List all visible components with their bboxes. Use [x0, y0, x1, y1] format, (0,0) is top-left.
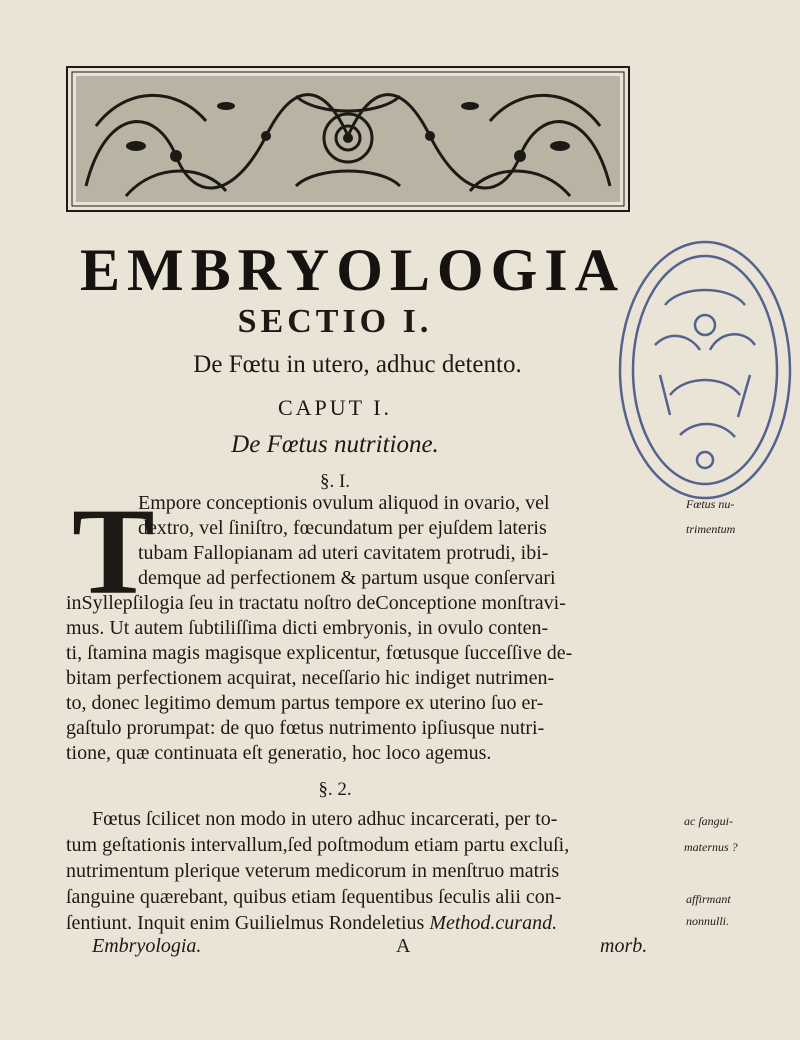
catchword-right: morb. [600, 935, 648, 957]
section-subtitle: De Fœtu in utero, adhuc detento. [193, 351, 522, 378]
margin-note: nonnulli. [686, 914, 730, 928]
text-line: ſanguine quærebant, quibus etiam ſequentibus ſeculis alii con- [66, 886, 562, 908]
book-title: EMBRYOLOGIA [80, 237, 625, 303]
text-line: gaſtulo prorumpat: de quo fœtus nutrimento ipſiusque nutri- [66, 717, 545, 739]
text-line-content: ſentiunt. Inquit enim Guilielmus Rondeletius [66, 912, 425, 934]
text-line: to, donec legitimo demum partus tempore ex uterino ſuo er- [66, 692, 544, 714]
drop-cap: T [72, 483, 155, 620]
text-line: tum geſtationis intervallum,ſed poſtmodum etiam partu excluſi, [66, 834, 570, 856]
text-line: nutrimentum plerique veterum medicorum in menſtruo matris [66, 860, 560, 882]
section-mark-1: §. I. [319, 471, 351, 492]
text-line: tione, quæ continuata eſt generatio, hoc loco agemus. [66, 742, 492, 764]
text-line: inSyllepſilogia ſeu in tractatu noſtro deConceptione monſtravi- [66, 592, 566, 614]
text-line: tubam Fallopianam ad uteri cavitatem protrudi, ibi- [138, 542, 549, 564]
section-mark-2: §. 2. [318, 779, 352, 800]
text-line: dextro, vel ſiniſtro, fœcundatum per ejuſdem lateris [138, 517, 547, 539]
citation: Method.curand. [429, 912, 558, 934]
text-line: ti, ſtamina magis magisque explicentur, fœtusque ſucceſſive de- [66, 642, 573, 664]
text-line: Empore conceptionis ovulum aliquod in ovario, vel [138, 492, 550, 514]
margin-note: maternus ? [684, 840, 738, 854]
chapter-title: De Fœtus nutritione. [231, 431, 439, 458]
library-stamp-icon [610, 225, 800, 515]
text-line: mus. Ut autem ſubtiliſſima dicti embryonis, in ovulo conten- [66, 617, 549, 639]
catchword-left: Embryologia. [92, 935, 202, 957]
margin-note: ac ſangui- [684, 814, 733, 828]
section-heading: SECTIO I. [237, 303, 433, 340]
text-line: demque ad perfectionem & partum usque conſervari [138, 567, 556, 589]
margin-note: affirmant [686, 892, 731, 906]
signature-mark: A [396, 935, 411, 957]
text-line: Fœtus ſcilicet non modo in utero adhuc incarcerati, per to- [92, 808, 558, 830]
text-line: bitam perfectionem acquirat, neceſſario hic indiget nutrimen- [66, 667, 555, 689]
ornamental-headpiece [66, 66, 630, 212]
chapter-heading: CAPUT I. [277, 395, 393, 420]
margin-note: trimentum [686, 522, 736, 536]
margin-note: Fœtus nu- [686, 497, 735, 511]
